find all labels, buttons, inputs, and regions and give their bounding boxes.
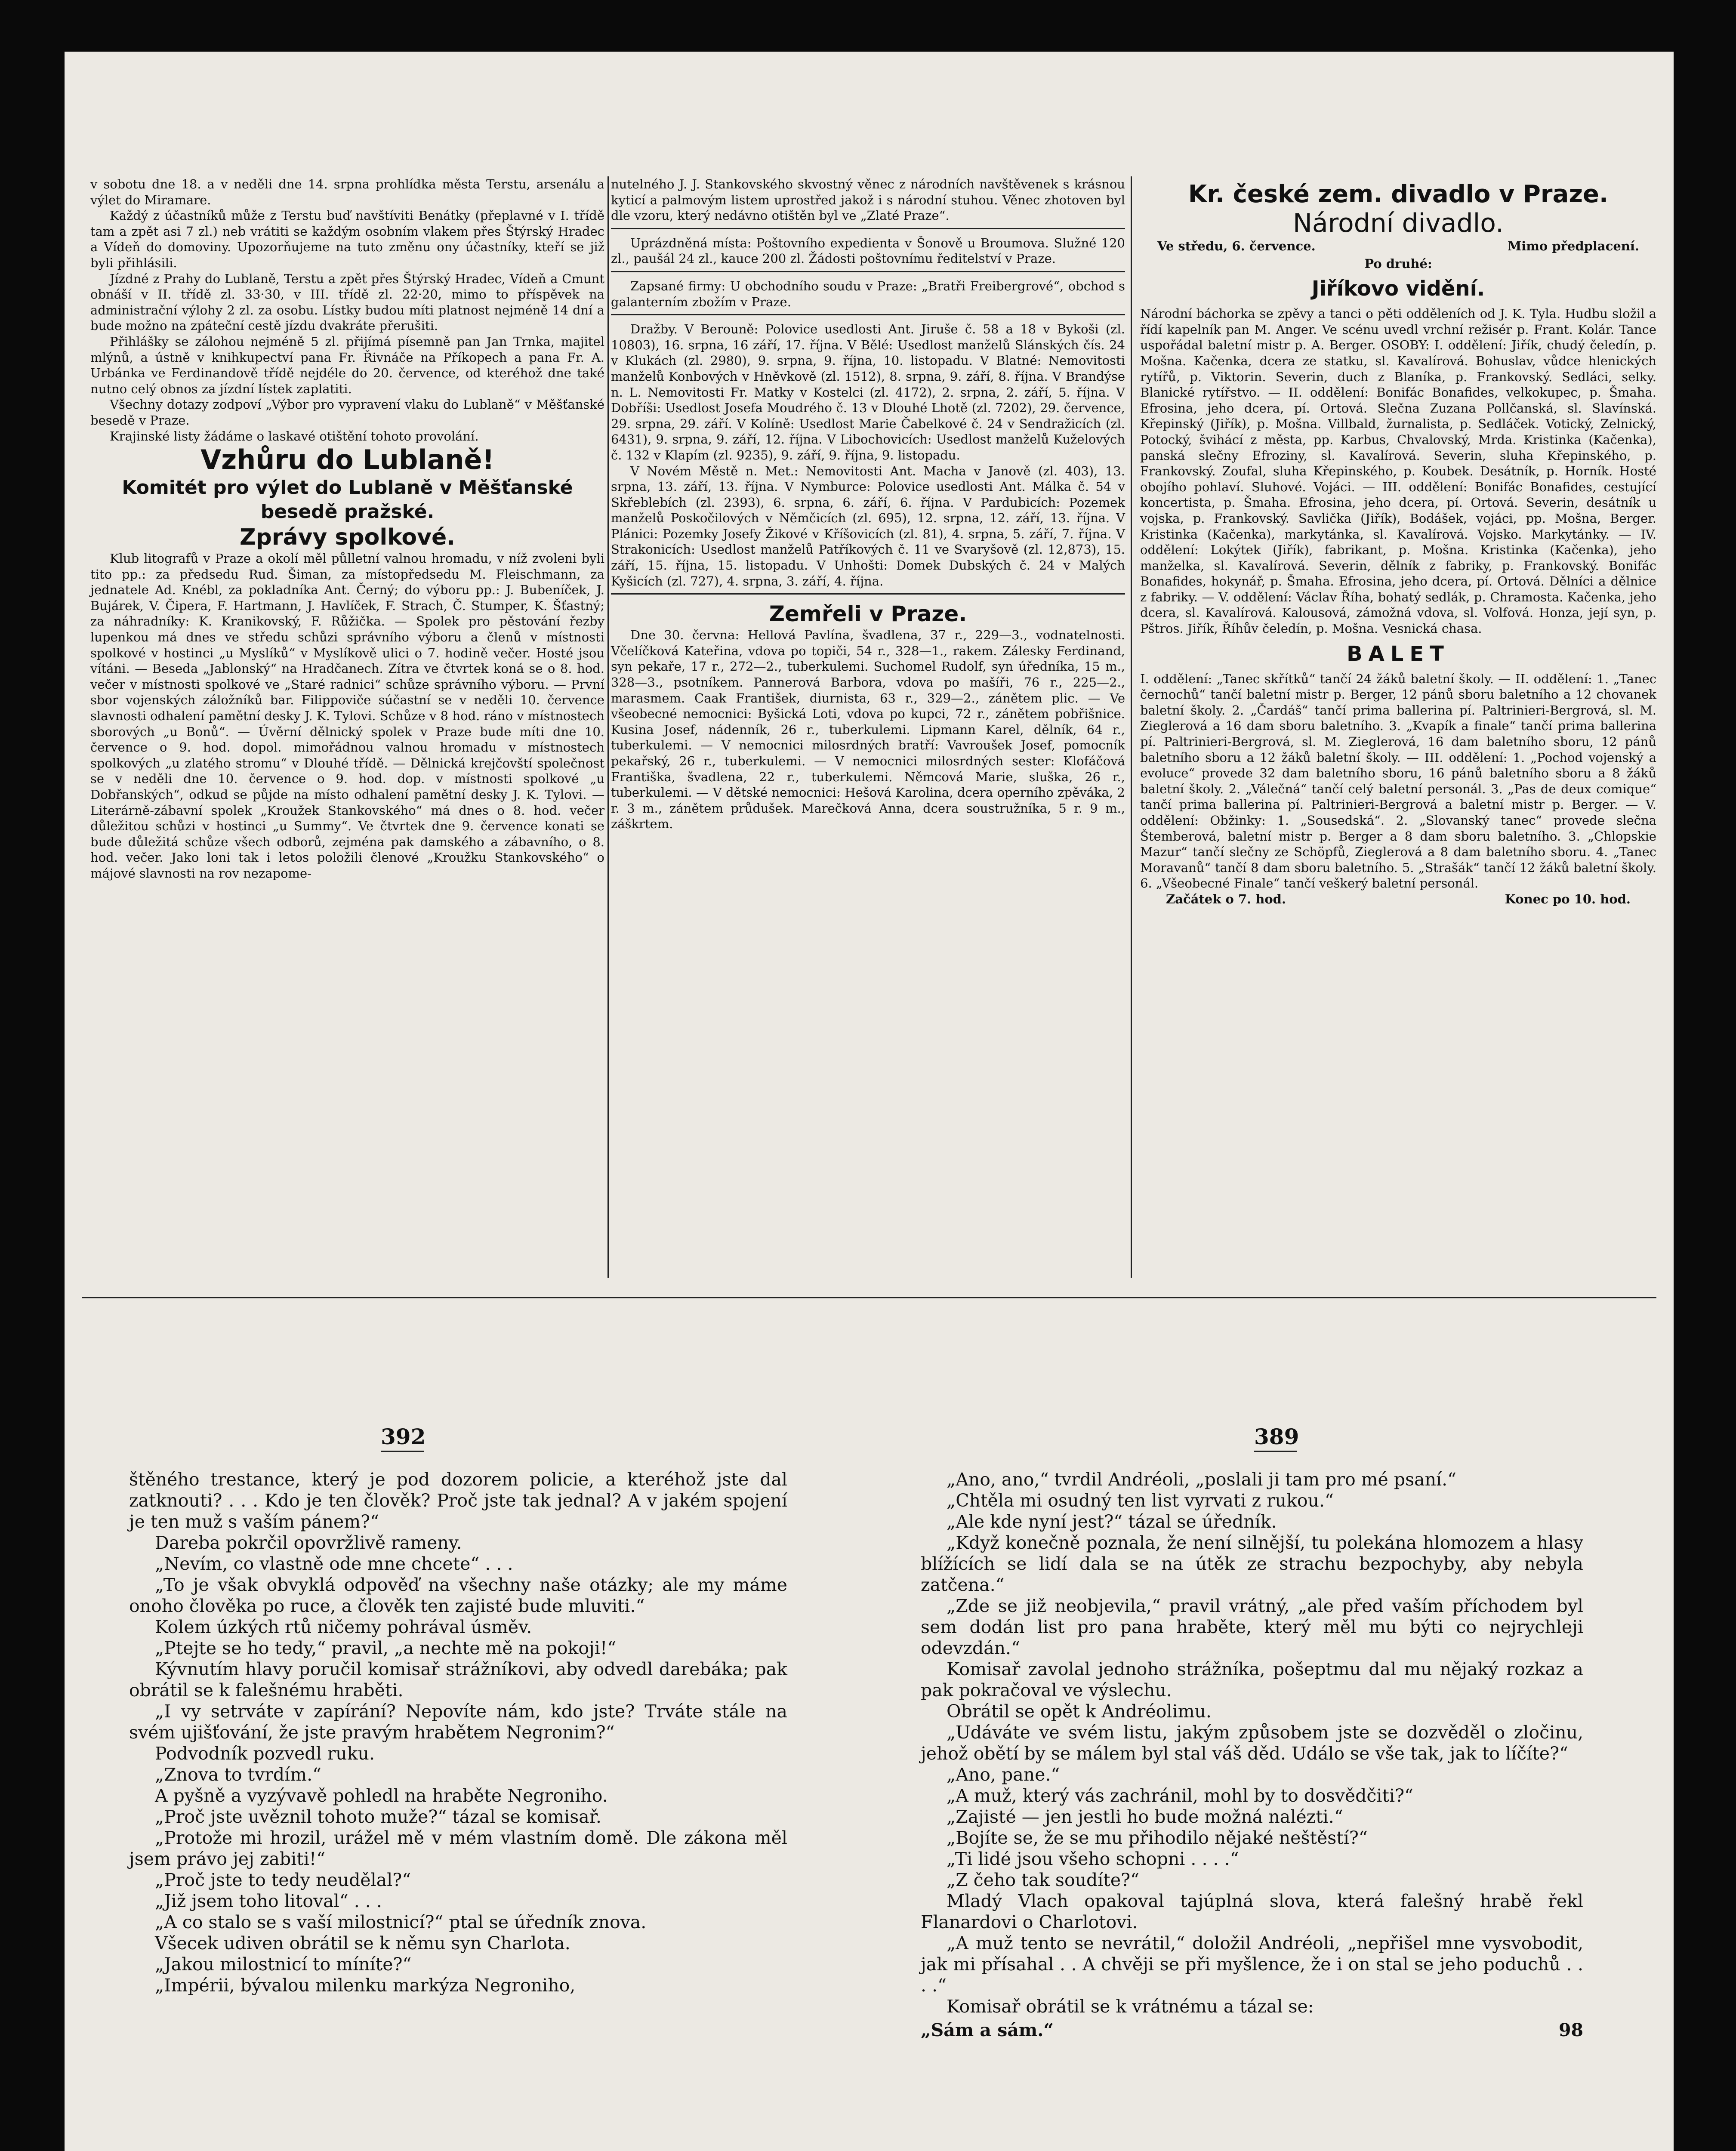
page-number-right: 389 [1254, 1424, 1299, 1449]
novel-paragraph: „Když konečně poznala, že není silnější, tu polekána hlomozem a hlasy blížících se lidí dala se na útěk ze strachu bezpochyby, aby nebyla zatčena.“ [921, 1532, 1583, 1595]
novel-paragraph: „To je však obvyklá odpověď na všechny naše otázky; ale my máme onoho člověka po ruce, a člověk ten zajisté bude mluviti.“ [129, 1575, 787, 1616]
novel-paragraph: Obrátil se opět k Andréolimu. [947, 1701, 1212, 1722]
novel-paragraph: „Nevím, co vlastně ode mne chcete“ . . . [155, 1553, 513, 1574]
folio-underline [381, 1451, 424, 1452]
section-heading: Zprávy spolkové. [239, 524, 456, 551]
paragraph: Dne 30. června: Hellová Pavlína, švadlena, 37 r., 229—3., vodnatelnosti. Včelíčková Kateřina, vdova po topiči, 54 r., 328—1., rakem. Zálesky Ferdinand, syn pekaře, 17 r., 272—2., tuberkulemi. Suchomel Rudolf, syn úředníka, 15 m., 328—3., psotníkem. Pannerová Barbora, vdova po mašíři, 76 r., 225—2., marasmem. Caak František, diurnista, 63 r., 329—2., zánětem plic. — Ve všeobecné nemocnici: Byšická Loti, vdova po kupci, 72 r., zánětem pobřišnice. Kusina Josef, nádenník, 26 r., tuberkulemi. Lipmann Karel, dělník, 64 r., tuberkulemi. — V nemocnici milosrdných bratří: Vavroušek Josef, pomocník pekařský, 26 r., tuberkulemi. — V nemocnici milosrdných sester: Klofáčová Františka, švadlena, 22 r., tuberkulemi. Němcová Marie, sluška, 26 r., tuberkulemi. — V dětské nemocnici: Hešová Karolina, dcera operního zpěváka, 2 r. 3 m., zánětem průdušek. Marečková Anna, dcera soustružníka, 5 r. 9 m., záškrtem. [611, 628, 1125, 832]
headline: Vzhůru do Lublaně! [200, 444, 494, 476]
paragraph: Přihlášky se zálohou nejméně 5 zl. přijímá písemně pan Jan Trnka, majitel mlýnů, a ústně v knihkupectví pana Fr. Řivnáče na Příkopech a pana Fr. A. Urbánka ve Ferdinandově třídě nejdéle do 20. července, od kteréhož dne také nutno celý obnos za jízdní lístek zaplatiti. [90, 334, 604, 396]
running-title: „Sám a sám.“ [921, 2020, 1054, 2040]
novel-paragraph: Komisař zavolal jednoho strážníka, pošeptmu dal mu nějaký rozkaz a pak pokračoval ve výslechu. [921, 1659, 1583, 1701]
paragraph: Uprázdněná místa: Poštovního expedienta v Šonově u Broumova. Služné 120 zl., paušál 24 zl., kauce 200 zl. Žádosti poštovnímu ředitelství v Praze. [611, 235, 1125, 266]
paragraph: v sobotu dne 18. a v neděli dne 14. srpna prohlídka města Terstu, arsenálu a výlet do Miramare. [90, 177, 604, 207]
novel-paragraph: „Ale kde nyní jest?“ tázal se úředník. [947, 1511, 1277, 1532]
novel-left-page [129, 1469, 787, 1996]
novel-paragraph: „Zde se již neobjevila,“ pravil vrátný, „ale před vaším příchodem byl sem dodán list pro pana hraběte, který měl mu býti co nejrychleji odevzdán.“ [921, 1596, 1583, 1658]
newspaper-page [65, 52, 1674, 2151]
novel-paragraph: „Ptejte se ho tedy,“ pravil, „a nechte mě na pokoji!“ [155, 1638, 617, 1658]
date: Ve středu, 6. července. [1157, 239, 1316, 253]
column-rule [607, 176, 609, 1278]
novel-paragraph: „Protože mi hrozil, urážel mě v mém vlastním domě. Dle zákona měl jsem právo jej zabiti!“ [129, 1827, 787, 1869]
start-time: Začátek o 7. hod. [1166, 891, 1286, 906]
section-rule [82, 1297, 1656, 1298]
section-heading: Zemřeli v Praze. [769, 601, 967, 627]
ballet-heading: BALET [1347, 641, 1450, 666]
notice [611, 235, 1125, 272]
novel-paragraph: Podvodník pozvedl ruku. [155, 1743, 375, 1764]
subscription-note: Mimo předplacení. [1508, 239, 1639, 253]
novel-paragraph: „Jakou milostnicí to míníte?“ [155, 1954, 412, 1975]
novel-paragraph: „Ano, pane.“ [947, 1764, 1060, 1785]
folio-underline [1254, 1451, 1297, 1452]
paragraph: Všechny dotazy zodpoví „Výbor pro vypravení vlaku do Lublaně“ v Měšťanské besedě v Praze. [90, 397, 604, 428]
middle-column [611, 176, 1125, 832]
play-title: Jiříkovo vidění. [1311, 277, 1485, 301]
paragraph: Krajinské listy žádáme o laskavé otištění tohoto provolání. [110, 428, 479, 444]
end-time: Konec po 10. hod. [1505, 891, 1631, 906]
novel-paragraph: štěného trestance, který je pod dozorem policie, a kteréhož jste dal zatknouti? . . . Kdo je ten člověk? Proč jste tak jednal? A v jakém spojení je ten muž s vaším pánem?“ [129, 1469, 787, 1532]
paragraph: Klub litografů v Praze a okolí měl půlletní valnou hromadu, v níž zvoleni byli tito pp.: za předsedu Rud. Šiman, za místopředsedu M. Fleischmann, za jednatele Ad. Knébl, za pokladníka Ant. Černý; do výboru pp.: J. Bubeníček, J. Bujárek, V. Čipera, F. Hartmann, J. Havlíček, F. Strach, Č. Stumper, K. Šťastný; za náhradníky: K. Kranikovský, F. Růžička. — Spolek pro pěstování řezby lupenkou má dnes ve středu schůzi správního výboru a členů v místnosti spolkové v hostinci „u Myslíků“ v Myslíkově ulici o 7. hodině večer. Hosté jsou vítáni. — Beseda „Jablonský“ na Hradčanech. Zítra ve čtvrtek koná se o 8. hod. večer v místnosti spolkové ve „Staré radnici“ schůze správního výboru. — První sbor vojenských záložníků bar. Filippoviče súčastní se v neděli 10. července slavnosti odhalení pamětní desky J. K. Tylovi. Schůze v 8 hod. ráno v místnostech sborových „u Bonů“. — Úvěrní dělnický spolek v Praze bude míti dne 10. července o 9. hod. dopol. mimořádnou valnou hromadu v místnostech spolkových „u zlatého stromu“ v Dlouhé třídě. — Dělnická krejčovští společnost se v neděli dne 10. července o 9. hod. dop. v místnosti spolkové „u Dobřanských“, odkud se půjde na místo odhalení pamětní desky J. K. Tylovi. — Literárně-zábavní spolek „Kroužek Stankovského“ má dnes o 8. hod. večer důležitou schůzi v hostinci „u Summy“. Ve čtvrtek dne 9. července konati se bude důležitá schůze všech odborů, zejména pak damského a zábavního, o 8. hod. večer. Jako loni tak i letos položili členové „Kroužku Stankovského“ o májové slavnosti na rov nezapome- [90, 551, 604, 881]
novel-paragraph: „Již jsem toho litoval“ . . . [155, 1891, 382, 1911]
cast-list: Národní báchorka se zpěvy a tanci o pěti odděleních od J. K. Tyla. Hudbu složil a řídí kapelník pan M. Anger. Ve scénu uvedl vrchní režisér p. Frant. Kolár. Tance uspořádal baletní mistr p. A. Berger. OSOBY: I. oddělení: Jiřík, chudý čeledín, p. Mošna. Kačenka, dcera ze statku, sl. Kavalírová. Bohuslav, vůdce hlenických rytířů, p. Viktorin. Severin, duch z Blaníka, p. Frankovský. Sedláci, selky. Blanické rytířstvo. — II. oddělení: Bonifác Bonafides, velkokupec, p. Šmaha. Efrosina, jeho dcera, pí. Ortová. Slečna Zuzana Pollčanská, sl. Slavínská. Křepinský (Jiřík), p. Mošna. Villbald, žurnalista, p. Sedláček. Votický, Zelnický, Potocký, švihácí z města, pp. Karbus, Chvalovský, Mrda. Kristinka (Kačenka), panská slečny Efroziny, sl. Kavalírová. Severin, sluha Křepinského, p. Frankovský. Zoufal, sluha Křepinského, p. Koubek. Desátník, p. Horník. Hosté obojího pohlaví. Sluhové. Vojáci. — III. oddělení: Bonifác Bonafides, cestující koncertista, p. Šmaha. Efrosina, jeho dcera, pí. Ortová. Severin, desátník u vojska, p. Frankovský. Savlička (Jiřík), Bodášek, vojáci, pp. Mošna, Berger. Kristinka (Kačenka), markytánka, sl. Kavalírová. Vojsko. Markytánky. — IV. oddělení: Lokýtek (Jiřík), fabrikant, p. Mošna. Kristinka (Kačenka), jeho manželka, sl. Kavalírová. Severin, dělník z fabriky, p. Frankovský. Bonifác Bonafides, hokynář, p. Šmaha. Efrosina, jeho dcera, pí. Ortová. Dělníci a dělnice z fabriky. — V. oddělení: Václav Říha, bohatý sedlák, p. Chramosta. Kačenka, jeho dcera, sl. Kavalírová. Kalousová, zámožná vdova, sl. Volfová. Honza, její syn, p. Pštros. Jiřík, Říhův čeledín, p. Mošna. Vesnická chasa. [1140, 306, 1656, 636]
novel-paragraph: „Impérii, bývalou milenku markýza Negroniho, [155, 1975, 576, 1996]
novel-paragraph: Dareba pokrčil opovržlivě rameny. [155, 1532, 462, 1553]
subheadline: Komitét pro výlet do Lublaně v Měšťanské besedě pražské. [122, 477, 573, 523]
novel-paragraph: „A muž, který vás zachránil, mohl by to dosvědčiti?“ [947, 1785, 1414, 1806]
column-rule [1131, 176, 1132, 1278]
performance-number: Po druhé: [1364, 256, 1432, 271]
right-column [1140, 181, 1656, 907]
novel-paragraph: „Proč jste to tedy neudělal?“ [155, 1870, 411, 1890]
novel-paragraph: Kolem úzkých rtů ničemy pohrával úsměv. [155, 1617, 532, 1637]
theatre-name: Národní divadlo. [1292, 208, 1504, 238]
notice [611, 278, 1125, 315]
novel-right-page [921, 1469, 1583, 2041]
novel-paragraph: „Udáváte ve svém listu, jakým způsobem jste se dozvěděl o zločinu, jehož obětí by se málem byl stal váš děd. Událo se vše tak, jak to líčíte?“ [921, 1722, 1583, 1764]
page-footer [921, 2020, 1583, 2041]
paragraph: Dražby. V Berouně: Polovice usedlosti Ant. Jiruše č. 58 a 18 v Bykoši (zl. 10803), 16. srpna, 16 září, 17. října. V Bělé: Usedlost manželů Slánských čís. 24 v Klukách (zl. 2980), 9. srpna, 9. října, 10. listopadu. V Blatné: Nemovitosti manželů Konbových v Hněvkově (zl. 1512), 8. srpna, 9. září, 8. října. V Brandýse n. L. Nemovitosti Fr. Matky v Kostelci (zl. 4172), 2. srpna, 2. září, 5. října. V Dobříši: Usedlost Josefa Moudrého č. 13 v Dlouhé Lhotě (zl. 7202), 29. července, 29. srpna, 29. září. V Kolíně: Usedlost Marie Čabelkové č. 24 v Sendražicích (zl. 6431), 9. srpna, 9. září, 12. října. V Libochovicích: Usedlost manželů Kuželových č. 132 v Klapím (zl. 9235), 9. září, 9. října, 9. listopadu. [611, 322, 1125, 462]
paragraph: Zapsané firmy: U obchodního soudu v Praze: „Bratři Freibergrové“, obchod s galanterním zbožím v Praze. [611, 278, 1125, 309]
novel-paragraph: Všecek udiven obrátil se k němu syn Charlota. [155, 1933, 570, 1954]
novel-paragraph: „Ti lidé jsou všeho schopni . . . .“ [947, 1849, 1239, 1869]
novel-paragraph: „Proč jste uvěznil tohoto muže?“ tázal se komisař. [155, 1806, 601, 1827]
notice [611, 176, 1125, 229]
novel-paragraph: „Zajisté — jen jestli ho bude možná nalézti.“ [947, 1806, 1343, 1827]
paragraph: Každý z účastníků může z Terstu buď navštíviti Benátky (přeplavné v I. třídě tam a zpět asi 7 zl.) neb vrátiti se každým osobním vlakem přes Štýrský Hradec a Vídeň do domoviny. Upozorňujeme na tuto změnu ony účastníky, kteří se již byli přihlásili. [90, 208, 604, 270]
novel-paragraph: „Z čeho tak soudíte?“ [947, 1870, 1140, 1890]
novel-paragraph: „A muž tento se nevrátil,“ doložil Andréoli, „nepřišel mne vysvobodit, jak mi přísahal . . A chvěji se při myšlence, že i on stal se jeho poduchů . . . .“ [921, 1933, 1583, 1996]
time-line [1140, 891, 1656, 907]
novel-paragraph: „Bojíte se, že se mu přihodilo nějaké neštěstí?“ [947, 1827, 1368, 1848]
novel-paragraph: „I vy setrváte v zapírání? Nepovíte nám, kdo jste? Trváte stále na svém ujišťování, že jste pravým hrabětem Negronim?“ [129, 1701, 787, 1743]
left-column [90, 176, 604, 881]
paragraph: nutelného J. J. Stankovského skvostný věnec z národních navštěvenek s krásnou kyticí a palmovým listem uprostřed jakož i s národní stuhou. Věnec zhotoven byl dle vzoru, který nedávno otištěn byl ve „Zlaté Praze“. [611, 177, 1125, 223]
novel-paragraph: „A co stalo se s vaší milostnicí?“ ptal se úředník znova. [155, 1912, 647, 1932]
novel-paragraph: A pyšně a vyzývavě pohledl na hraběte Negroniho. [155, 1785, 608, 1806]
novel-paragraph: „Znova to tvrdím.“ [155, 1764, 322, 1785]
novel-paragraph: Kývnutím hlavy poručil komisař strážníkovi, aby odvedl darebáka; pak obrátil se k falešnému hraběti. [129, 1659, 787, 1701]
novel-paragraph: Komisař obrátil se k vrátnému a tázal se: [947, 1996, 1314, 2017]
novel-paragraph: „Ano, ano,“ tvrdil Andréoli, „poslali ji tam pro mé psaní.“ [947, 1469, 1457, 1490]
paragraph: Jízdné z Prahy do Lublaně, Terstu a zpět přes Štýrský Hradec, Vídeň a Cmunt obnáší v II. třídě zl. 33·30, v III. třídě zl. 22·20, mimo to příspěvek na administrační výlohy 2 zl. za osobu. Lístky budou míti platnost nejméně 14 dní a bude možno na zpáteční cestě jízdu dvakráte přerušiti. [90, 271, 604, 333]
novel-paragraph: Mladý Vlach opakoval tajúplná slova, která falešný hrabě řekl Flanardovi o Charlotovi. [921, 1891, 1583, 1932]
paragraph: V Novém Městě n. Met.: Nemovitosti Ant. Macha v Janově (zl. 403), 13. srpna, 13. září, 13. října. V Nymburce: Polovice usedlosti Ant. Málka č. 54 v Skřeblebích (zl. 2393), 6. srpna, 6. září, 6. října. V Pardubicích: Pozemek manželů Poskočilových v Němčicích (zl. 695), 12. srpna, 12. září, 13. října. V Plánici: Pozemky Josefy Žikové v Kříšovicích (zl. 81), 4. srpna, 5. září, 7. října. V Strakonicích: Usedlost manželů Patříkových č. 11 ve Svaryšově (zl. 12,873), 15. září, 15. října, 15. listopadu. V Unhošti: Domek Dubských č. 24 v Malých Kyšicích (zl. 727), 4. srpna, 3. září, 4. října. [611, 463, 1125, 589]
auctions [611, 321, 1125, 595]
date-line [1140, 238, 1656, 254]
signature-number: 98 [1558, 2020, 1583, 2040]
ballet-list: I. oddělení: „Tanec skřítků“ tančí 24 žáků baletní školy. — II. oddělení: 1. „Tanec černochů“ tančí baletní mistr p. Berger, 12 pánů sboru baletního a 12 chovanek baletní školy. 2. „Čardáš“ tančí prima ballerina pí. Paltrinieri-Bergrová, sl. M. Zieglerová a 16 dam sboru baletního. 3. „Kvapík a finale“ tančí prima ballerina pí. Paltrinieri-Bergrová, sl. M. Zieglerová, 16 dam baletního sboru, 12 pánů baletního sboru a 12 žáků baletní školy. — III. oddělení: 1. „Pochod vojenský a evoluce“ provede 32 dam baletního sboru, 16 pánů baletního sboru a 8 žáků baletní školy. 2. „Válečná“ tančí celý baletní personál. 3. „Pas de deux comique“ tančí prima ballerina pí. Paltrinieri-Bergrová a baletní mistr p. Berger. — V. oddělení: Obžinky: 1. „Sousedská“. 2. „Slovanský tanec“ provede slečna Štemberová, baletní mistr p. Berger a 8 dam sboru baletního. 3. „Chlopskie Mazur“ tančí slečny ze Schöpfů, Zieglerová a 8 dam baletního sboru. 4. „Tanec Moravanů“ tančí 8 dam sboru baletního. 5. „Strašák“ tančí 12 žáků baletní školy. 6. „Všeobecné Finale“ tančí veškerý baletní personál. [1140, 671, 1656, 891]
page-number-left: 392 [381, 1424, 426, 1449]
theatre-heading: Kr. české zem. divadlo v Praze. [1188, 180, 1609, 208]
novel-paragraph: „Chtěla mi osudný ten list vyrvati z rukou.“ [947, 1490, 1334, 1511]
